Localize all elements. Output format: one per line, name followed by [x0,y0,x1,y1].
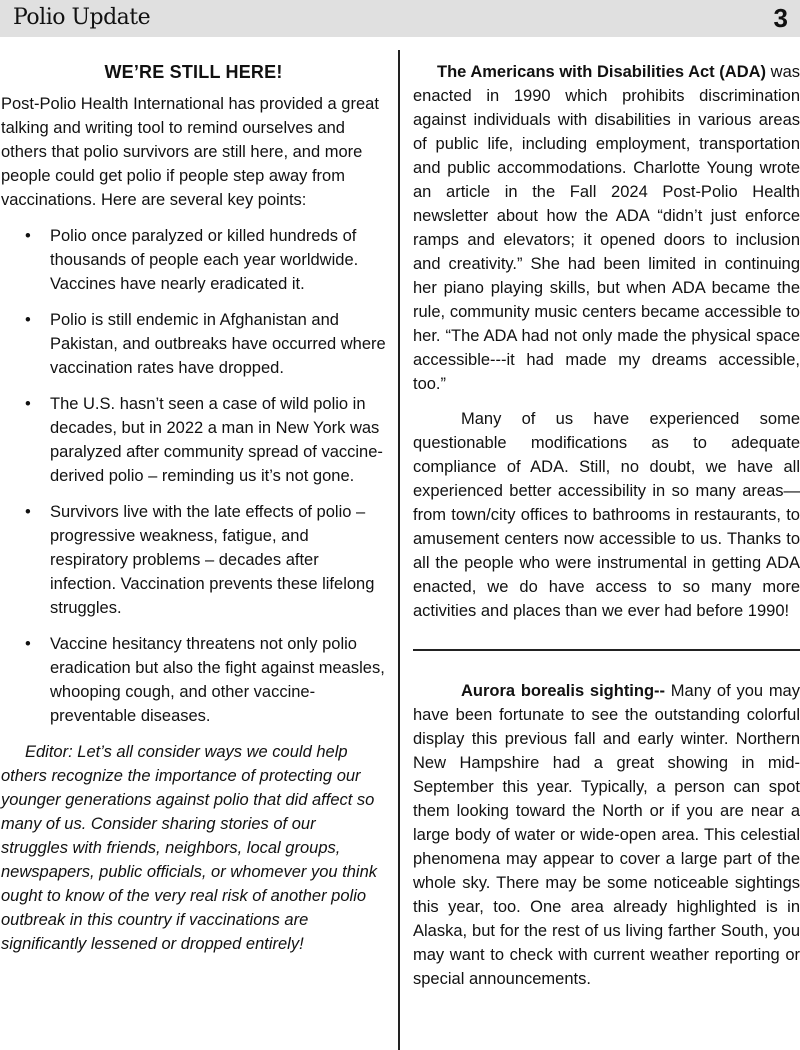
newsletter-title: Polio Update [13,5,151,30]
section-divider [413,649,800,651]
ada-lead: The Americans with Disabilities Act (ADA) [437,63,767,81]
ada-text: was enacted in 1990 which prohibits discrimination against individuals with disabilities in various areas of public life, including employment, transportation and public accommodations. Charlotte Young wrote an article in the Fall 2024 Post-Polio Health newsletter about how the ADA “didn’t just enforce ramps and elevators; it opened doors to inclusion and creativity.” She had been limited in continuing her piano playing skills, but when ADA became the rule, community music centers became accessible to her. “The ADA had not only made the physical space accessible---it had made my dreams accessible, too.” [413,63,800,393]
page-header [0,0,800,37]
bullet-icon: • [25,395,31,413]
article-heading: WE’RE STILL HERE! [104,62,283,82]
bullet-text: Vaccine hesitancy threatens not only polio eradication but also the fight against measles, whooping cough, and other vaccine-preventable diseases. [50,635,385,725]
bullet-text: The U.S. hasn’t seen a case of wild polio in decades, but in 2022 a man in New York was paralyzed after community spread of vaccine-derived polio – reminding us it’s not gone. [50,395,383,485]
list-item [1,224,386,296]
aurora-text: Many of you may have been fortunate to see the outstanding colorful display this previous fall and early winter. Northern New Hampshire had a great showing in mid-September this year. Typically, a person can spot them looking toward the North or if you are near a large body of water or wide-open area. This celestial phenomena may appear to cover a large part of the whole sky. There may be some noticeable sightings this year, too. One area already highlighted is in Alaska, but for the rest of us living farther South, you may want to check with current weather reporting or special announcements. [413,682,800,988]
page-number: 3 [773,3,788,33]
list-item [1,308,386,380]
aurora-paragraph [413,679,800,991]
intro-paragraph: Post-Polio Health International has provided a great talking and writing tool to remind ourselves and others that polio survivors are still here, and more people could get polio if people step away from vaccinations. Here are several key points: [1,95,379,209]
ada-paragraph [413,60,800,396]
key-points-list [1,224,386,728]
aurora-lead: Aurora borealis sighting-- [461,682,666,700]
bullet-icon: • [25,503,31,521]
bullet-text: Polio is still endemic in Afghanistan and Pakistan, and outbreaks have occurred where vaccination rates have dropped. [50,311,386,377]
left-column [1,60,386,956]
bullet-icon: • [25,227,31,245]
list-item [1,392,386,488]
bullet-text: Survivors live with the late effects of polio – progressive weakness, fatigue, and respiratory problems – decades after infection. Vaccination prevents these lifelong struggles. [50,503,375,617]
list-item [1,632,386,728]
ada-followup-paragraph: Many of us have experienced some questionable modifications as to adequate compliance of ADA. Still, no doubt, we have all experienced better accessibility in so many areas—from town/city offices to bathrooms in restaurants, to amusement centers now accessible to us. Thanks to all the people who were instrumental in getting ADA enacted, we do have access to so many more activities and places than we ever had before 1990! [413,410,800,620]
bullet-text: Polio once paralyzed or killed hundreds of thousands of people each year worldwide. Vaccines have nearly eradicated it. [50,227,359,293]
editor-note: Editor: Let’s all consider ways we could help others recognize the importance of protecting our younger generations against polio that did affect so many of us. Consider sharing stories of our struggles with friends, neighbors, local groups, newspapers, public officials, or whomever you think ought to know of the very real risk of another polio outbreak in this country if vaccinations are significantly lessened or dropped entirely! [1,743,378,953]
bullet-icon: • [25,311,31,329]
list-item [1,500,386,620]
right-column [413,60,800,991]
bullet-icon: • [25,635,31,653]
column-divider [398,50,400,1050]
